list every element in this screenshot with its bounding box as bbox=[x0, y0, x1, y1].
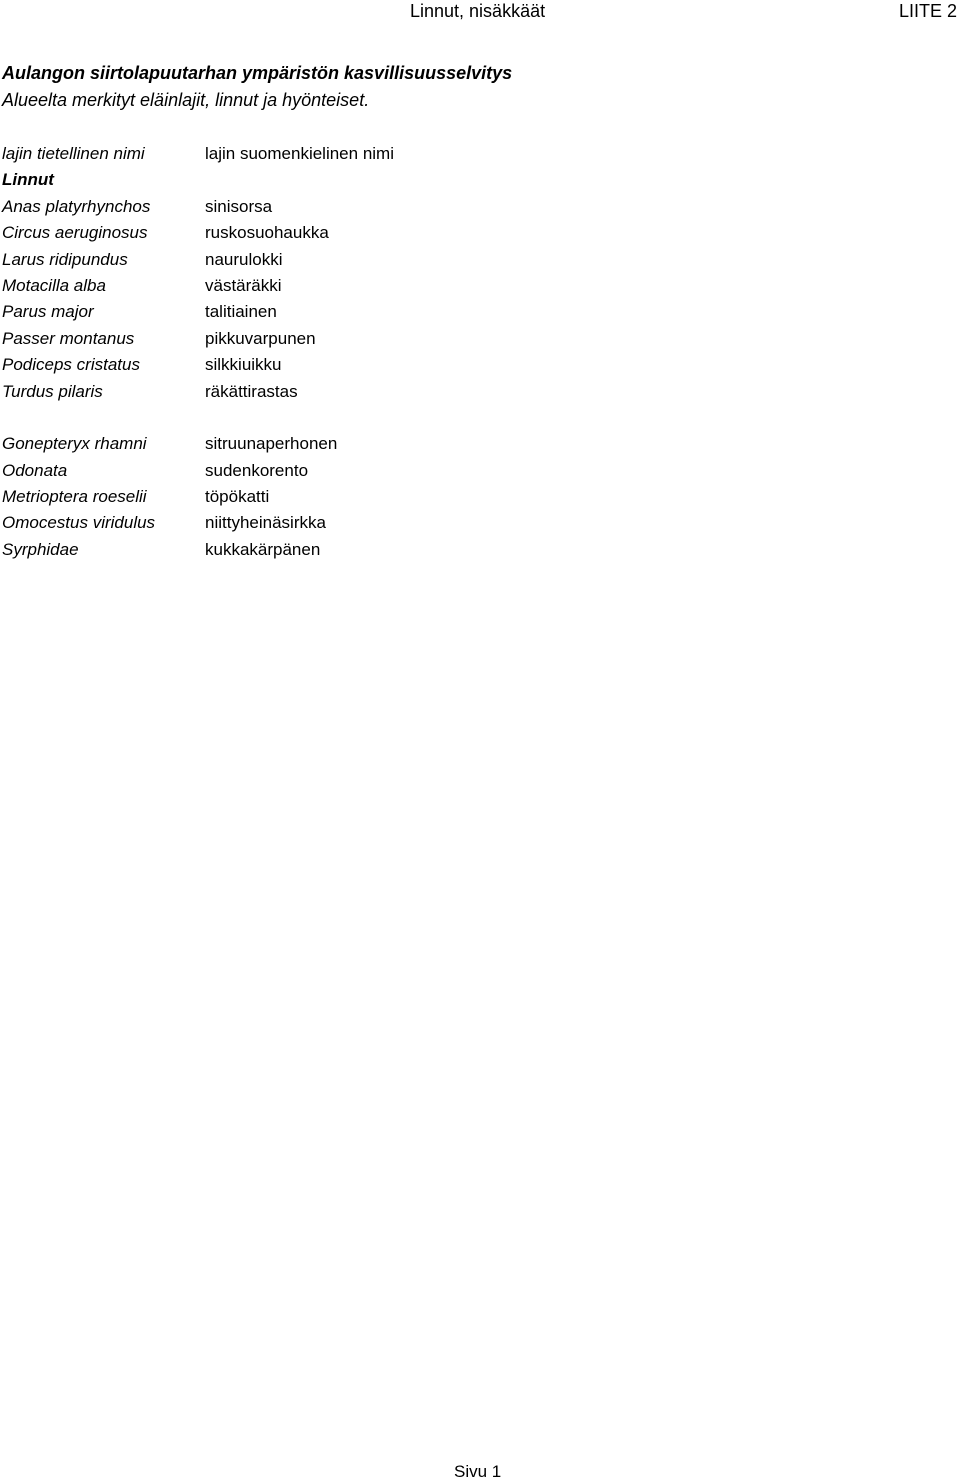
bird-finnish-name: ruskosuohaukka bbox=[205, 223, 329, 243]
insect-finnish-name: töpökatti bbox=[205, 487, 270, 507]
column-header-finnish: lajin suomenkielinen nimi bbox=[205, 144, 394, 163]
page-header-center: Linnut, nisäkkäät bbox=[410, 1, 546, 21]
finnish-name-column bbox=[205, 141, 605, 563]
page-header-right: LIITE 2 bbox=[898, 1, 957, 21]
insect-scientific-name: Odonata bbox=[2, 460, 68, 480]
section-heading-birds: Linnut bbox=[2, 170, 54, 190]
bird-finnish-name: sinisorsa bbox=[205, 196, 273, 216]
insect-finnish-name: sudenkorento bbox=[205, 460, 309, 480]
spacer-row bbox=[2, 405, 197, 431]
document-title: Aulangon siirtolapuutarhan ympäristön kasvillisuusselvitys bbox=[2, 63, 513, 83]
insect-finnish-name: kukkakärpänen bbox=[205, 539, 321, 559]
bird-finnish-name: västäräkki bbox=[205, 275, 282, 295]
insect-finnish-name: niittyheinäsirkka bbox=[205, 513, 326, 533]
bird-finnish-name: pikkuvarpunen bbox=[205, 328, 316, 348]
scientific-name-column bbox=[2, 141, 197, 563]
insect-scientific-name: Metrioptera roeselii bbox=[2, 487, 147, 507]
insect-scientific-name: Gonepteryx rhamni bbox=[2, 434, 147, 454]
bird-scientific-name: Podiceps cristatus bbox=[2, 355, 140, 375]
bird-finnish-name: talitiainen bbox=[205, 302, 277, 322]
spacer-row bbox=[205, 167, 605, 193]
bird-finnish-name: silkkiuikku bbox=[205, 355, 282, 375]
bird-scientific-name: Motacilla alba bbox=[2, 275, 106, 295]
document-subtitle: Alueelta merkityt eläinlajit, linnut ja hyönteiset. bbox=[2, 90, 370, 110]
bird-finnish-name: räkättirastas bbox=[205, 381, 298, 401]
insect-finnish-name: sitruunaperhonen bbox=[205, 434, 338, 454]
bird-scientific-name: Anas platyrhynchos bbox=[2, 196, 151, 216]
bird-scientific-name: Circus aeruginosus bbox=[2, 223, 148, 243]
insect-scientific-name: Omocestus viridulus bbox=[2, 513, 156, 533]
bird-scientific-name: Turdus pilaris bbox=[2, 381, 103, 401]
bird-scientific-name: Passer montanus bbox=[2, 328, 135, 348]
bird-scientific-name: Larus ridipundus bbox=[2, 249, 128, 269]
insect-scientific-name: Syrphidae bbox=[2, 539, 79, 559]
spacer-row bbox=[205, 405, 605, 431]
page-number: Sivu 1 bbox=[454, 1462, 502, 1481]
column-header-scientific: lajin tietellinen nimi bbox=[2, 144, 145, 163]
bird-scientific-name: Parus major bbox=[2, 302, 94, 322]
bird-finnish-name: naurulokki bbox=[205, 249, 283, 269]
